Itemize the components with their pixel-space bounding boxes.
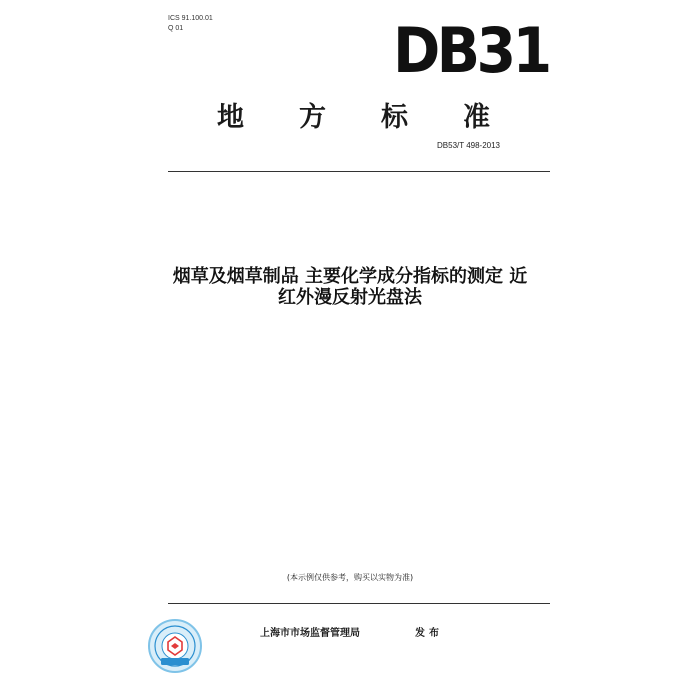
standard-number: DB53/T 498-2013 — [437, 141, 501, 150]
publisher-name: 上海市市场监督管理局 — [260, 628, 360, 639]
sample-note: (本示例仅供参考，购买以实物为准) — [286, 573, 414, 582]
document-title — [100, 266, 600, 308]
authorization-seal-icon — [147, 618, 203, 674]
standard-type-char: 标 — [381, 102, 408, 133]
top-divider — [168, 171, 550, 172]
standard-type-char: 方 — [299, 102, 326, 133]
ics-code: ICS 91.100.01 — [168, 15, 213, 22]
classification-codes — [168, 14, 213, 34]
standard-type-char: 地 — [217, 102, 244, 133]
standard-class-code: Q 01 — [168, 25, 184, 32]
standard-type-char: 准 — [463, 102, 490, 133]
title-line-2: 红外漫反射光盘法 — [278, 287, 422, 308]
bottom-divider — [168, 603, 550, 604]
publish-word: 发布 — [415, 628, 443, 639]
db31-logo: DB31 — [393, 14, 549, 87]
title-line-1: 烟草及烟草制品 主要化学成分指标的测定 近 — [172, 266, 528, 287]
